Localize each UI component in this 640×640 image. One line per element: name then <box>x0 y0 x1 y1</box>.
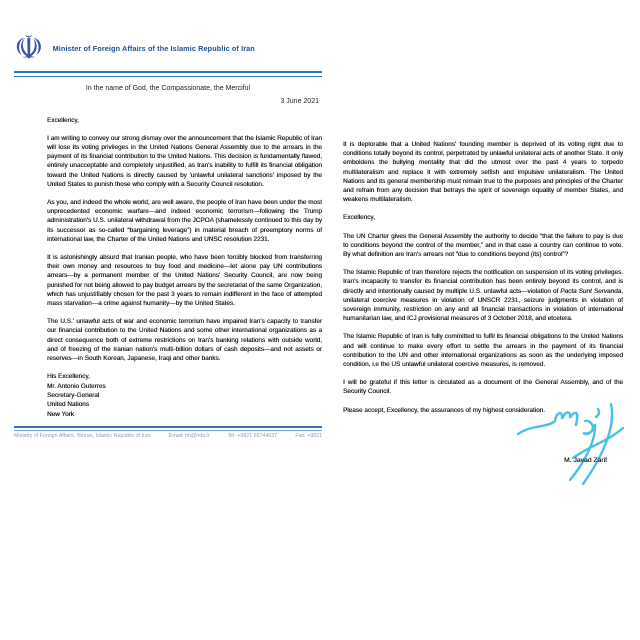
signatory-name: M. Javad Zarif <box>563 456 607 464</box>
addressee-line: Mr. Antonio Guterres <box>47 382 106 390</box>
paragraph: I am writing to convey our strong dismay over the announcement that the Islamic Republic of Iran will lose its voting privileges in the United Nations General Assembly due to the arrears in the payment of its financial contribution to the United Nations. This decision is fundamentally flawed, entirely unacceptable and completely unjustified, as Iran's inability to fulfill its financial obligation toward the United Nations is directly caused by 'unlawful unilateral sanctions' imposed by the United States to punish those who comply with a Security Council resolution. <box>47 134 322 188</box>
salutation: Excellency, <box>343 214 375 222</box>
letterhead-rule <box>14 71 322 77</box>
paragraph: As you, and indeed the whole world, are well aware, the people of Iran have been under the most unprecedented economic warfare—and indeed economic terrorism—following the Trump administration's U.S. unilateral withdrawal from the JCPOA (shamelessly continued to this day by its successor as so-called “bargaining leverage”) in material breach of preemptory norms of international law, the Charter of the United Nations and UNSC resolution 2231. <box>47 198 322 243</box>
signature-block <box>343 424 623 519</box>
addressee-line: His Excellency, <box>47 373 90 381</box>
addressee-line: United Nations <box>47 401 89 409</box>
paragraph-text: The Islamic Republic of Iran therefore rejects the notification on suspension of its voting privileges. Iran's incapacity to transfer its financial contribution has been entirely beyond its control, and is directly and intentionally caused by multiple U.S. unlawful acts—violation of <box>343 269 623 295</box>
addressee-block <box>47 372 322 419</box>
salutation: Excellency, <box>47 116 79 124</box>
iran-emblem-icon: ☫ <box>14 28 44 67</box>
footer-contact-row <box>14 433 322 439</box>
letterhead-title: Minister of Foreign Affairs of the Islamic Republic of Iran <box>52 43 255 53</box>
closing-line: Please accept, Excellency, the assurances of my highest consideration. <box>343 406 546 414</box>
letter-footer <box>14 426 322 439</box>
footer-address: Ministry of Foreign Affairs, Tehran, Islamic Republic of Iran <box>14 433 151 440</box>
paragraph: The U.S.' unlawful acts of war and economic terrorism have impaired Iran's capacity to transfer our financial contribution to the United Nations and some other international organizations as a direct consequence both of extreme restrictions on Iran's banking relations with outside world, and of freezing of the Iranian nation's multi-billion dollars of cash deposits—and not assets or reserves—in South Korean, Japanese, Iraqi and other banks. <box>47 318 322 362</box>
latin-phrase-italic: Pacta Sunt Servanda <box>560 287 622 295</box>
letterhead <box>14 28 322 68</box>
page1-body <box>14 116 322 420</box>
paragraph: It is astonishingly absurd that Iranian people, who have been forcibly blocked from transferring their own money and resources to buy food and medicine—let alone pay UN contributions arrears—by a permanent member of the United Nations' Security Council, are now being punished for not being allowed to pay budget arrears by the secretariat of the same Organization, which has unjustifiably chosen for the past 3 years to remain indifferent in the face of attempted mass starvation—a crime against humanity—by the United States. <box>47 253 322 307</box>
paragraph: It is deplorable that a United Nations' founding member is deprived of its voting right due to conditions totally beyond its control, perpetrated by unlawful unilateral acts of another State. It only emboldens the bullying mentality that did the utmost over the past 4 years to torpedo multilateralism and replace it with extremely selfish and impulsive unilateralism. The United Nations and its general membership must remain true to the purposes and principles of the Charter and refrain from any decision that betrays the spirit of sovereign equality of member States, and weakens multilateralism. <box>343 141 623 204</box>
signature-scrawl-icon <box>515 388 627 492</box>
paragraph: The Islamic Republic of Iran is fully committed to fulfil its financial obligations to the United Nations and will continue to make every effort to settle the arrears in the payment of its financial contribution to the UN and other international organizations as soon as the underlying imposed condition, i.e the US unlawful unilateral coercive measures, is removed. <box>343 333 623 369</box>
footer-tel: Tel: +9821 66744037 <box>227 433 278 440</box>
paragraph: The UN Charter gives the General Assembly the authority to decide “that the failure to pay is due to conditions beyond the control of the member,” and in that case a country can continue to vote. By what definition are Iran's arrears not “due to conditions beyond (its) control”? <box>343 232 623 259</box>
paragraph <box>343 268 623 323</box>
footer-email: Email: fm@mfa.ir <box>168 433 210 440</box>
letter-page-1 <box>14 28 322 439</box>
letter-page-2 <box>343 140 623 519</box>
paragraph-text: , unilateral coercive measures in violation of UNSCR 2231, seizure judgments in violation of sovereign immunity, restriction on any and all financial transactions in violation of international humanitarian law, and ICJ provisional measures of 3 October 2018, and etcetera. <box>343 287 623 323</box>
invocation-line: In the name of God, the Compassionate, the Merciful <box>85 84 251 92</box>
addressee-line: New York <box>47 410 74 418</box>
paragraph: I will be grateful if this letter is circulated as a document of the General Assembly, and of the Security Council. <box>343 379 623 396</box>
footer-rule <box>14 426 322 431</box>
footer-fax: Fax: +9821 <box>295 433 322 440</box>
letter-date: 3 June 2021 <box>280 97 319 105</box>
addressee-line: Secretary-General <box>47 391 100 399</box>
